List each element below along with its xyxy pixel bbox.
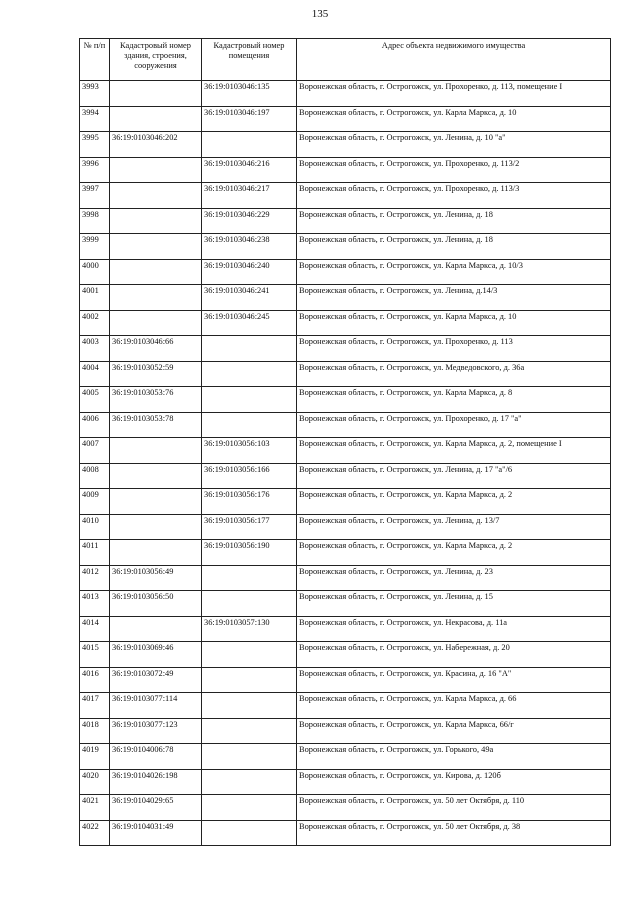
- premises-cadastral-number: [202, 412, 297, 438]
- premises-cadastral-number: [202, 769, 297, 795]
- row-number: 4017: [80, 693, 110, 719]
- building-cadastral-number: 36:19:0103046:66: [110, 336, 202, 362]
- premises-cadastral-number: [202, 744, 297, 770]
- building-cadastral-number: [110, 463, 202, 489]
- building-cadastral-number: [110, 106, 202, 132]
- building-cadastral-number: 36:19:0104006:78: [110, 744, 202, 770]
- premises-cadastral-number: 36:19:0103046:238: [202, 234, 297, 260]
- table-row: [80, 234, 611, 260]
- address: Воронежская область, г. Острогожск, ул. Ленина, д. 10 "а": [297, 132, 611, 158]
- row-number: 4018: [80, 718, 110, 744]
- premises-cadastral-number: [202, 336, 297, 362]
- row-number: 4007: [80, 438, 110, 464]
- table-row: [80, 565, 611, 591]
- premises-cadastral-number: 36:19:0103056:166: [202, 463, 297, 489]
- row-number: 4016: [80, 667, 110, 693]
- row-number: 3996: [80, 157, 110, 183]
- address: Воронежская область, г. Острогожск, ул. Прохоренко, д. 113/2: [297, 157, 611, 183]
- address: Воронежская область, г. Острогожск, ул. Прохоренко, д. 113, помещение I: [297, 81, 611, 107]
- table-row: [80, 336, 611, 362]
- building-cadastral-number: [110, 234, 202, 260]
- row-number: 4000: [80, 259, 110, 285]
- premises-cadastral-number: 36:19:0103046:229: [202, 208, 297, 234]
- table-row: [80, 106, 611, 132]
- building-cadastral-number: [110, 540, 202, 566]
- premises-cadastral-number: [202, 718, 297, 744]
- row-number: 4006: [80, 412, 110, 438]
- row-number: 4022: [80, 820, 110, 846]
- row-number: 4015: [80, 642, 110, 668]
- building-cadastral-number: [110, 285, 202, 311]
- building-cadastral-number: 36:19:0103069:46: [110, 642, 202, 668]
- premises-cadastral-number: 36:19:0103046:217: [202, 183, 297, 209]
- premises-cadastral-number: 36:19:0103056:103: [202, 438, 297, 464]
- table-row: [80, 820, 611, 846]
- premises-cadastral-number: 36:19:0103056:176: [202, 489, 297, 515]
- table-row: [80, 489, 611, 515]
- row-number: 4008: [80, 463, 110, 489]
- address: Воронежская область, г. Острогожск, ул. Карла Маркса, д. 66: [297, 693, 611, 719]
- premises-cadastral-number: [202, 820, 297, 846]
- row-number: 4005: [80, 387, 110, 413]
- address: Воронежская область, г. Острогожск, ул. Карла Маркса, д. 10/3: [297, 259, 611, 285]
- building-cadastral-number: 36:19:0103053:76: [110, 387, 202, 413]
- row-number: 4021: [80, 795, 110, 821]
- premises-cadastral-number: [202, 642, 297, 668]
- premises-cadastral-number: 36:19:0103046:245: [202, 310, 297, 336]
- premises-cadastral-number: [202, 132, 297, 158]
- table-row: [80, 310, 611, 336]
- building-cadastral-number: 36:19:0104029:65: [110, 795, 202, 821]
- row-number: 4011: [80, 540, 110, 566]
- building-cadastral-number: 36:19:0103056:49: [110, 565, 202, 591]
- building-cadastral-number: [110, 81, 202, 107]
- building-cadastral-number: 36:19:0103072:49: [110, 667, 202, 693]
- row-number: 3997: [80, 183, 110, 209]
- table-row: [80, 540, 611, 566]
- header-address: Адрес объекта недвижимого имущества: [297, 39, 611, 81]
- building-cadastral-number: [110, 208, 202, 234]
- page-number: 135: [311, 8, 329, 20]
- premises-cadastral-number: 36:19:0103046:135: [202, 81, 297, 107]
- table-row: [80, 718, 611, 744]
- row-number: 4010: [80, 514, 110, 540]
- premises-cadastral-number: 36:19:0103046:197: [202, 106, 297, 132]
- address: Воронежская область, г. Острогожск, ул. Карла Маркса, д. 2: [297, 540, 611, 566]
- table-row: [80, 361, 611, 387]
- address: Воронежская область, г. Острогожск, ул. Карла Маркса, д. 2: [297, 489, 611, 515]
- building-cadastral-number: 36:19:0103053:78: [110, 412, 202, 438]
- address: Воронежская область, г. Острогожск, ул. Медведовского, д. 36а: [297, 361, 611, 387]
- header-number: № п/п: [80, 39, 110, 81]
- address: Воронежская область, г. Острогожск, ул. Ленина, д. 18: [297, 234, 611, 260]
- address: Воронежская область, г. Острогожск, ул. Ленина, д. 17 "а"/6: [297, 463, 611, 489]
- address: Воронежская область, г. Острогожск, ул. Набережная, д. 20: [297, 642, 611, 668]
- address: Воронежская область, г. Острогожск, ул. Карла Маркса, д. 2, помещение I: [297, 438, 611, 464]
- premises-cadastral-number: 36:19:0103056:190: [202, 540, 297, 566]
- row-number: 3994: [80, 106, 110, 132]
- building-cadastral-number: 36:19:0104031:49: [110, 820, 202, 846]
- row-number: 4014: [80, 616, 110, 642]
- premises-cadastral-number: [202, 361, 297, 387]
- row-number: 3998: [80, 208, 110, 234]
- row-number: 4020: [80, 769, 110, 795]
- table-row: [80, 438, 611, 464]
- address: Воронежская область, г. Острогожск, ул. Горького, 49а: [297, 744, 611, 770]
- building-cadastral-number: 36:19:0103052:59: [110, 361, 202, 387]
- row-number: 4009: [80, 489, 110, 515]
- building-cadastral-number: [110, 489, 202, 515]
- address: Воронежская область, г. Острогожск, ул. Некрасова, д. 11а: [297, 616, 611, 642]
- building-cadastral-number: [110, 183, 202, 209]
- table-row: [80, 463, 611, 489]
- table-row: [80, 157, 611, 183]
- table-row: [80, 285, 611, 311]
- row-number: 4001: [80, 285, 110, 311]
- row-number: 3993: [80, 81, 110, 107]
- address: Воронежская область, г. Острогожск, ул. Карла Маркса, д. 8: [297, 387, 611, 413]
- premises-cadastral-number: [202, 795, 297, 821]
- table-row: [80, 132, 611, 158]
- address: Воронежская область, г. Острогожск, ул. Ленина, д. 18: [297, 208, 611, 234]
- row-number: 4004: [80, 361, 110, 387]
- premises-cadastral-number: [202, 591, 297, 617]
- table-row: [80, 642, 611, 668]
- address: Воронежская область, г. Острогожск, ул. Ленина, д. 15: [297, 591, 611, 617]
- row-number: 4012: [80, 565, 110, 591]
- row-number: 3995: [80, 132, 110, 158]
- premises-cadastral-number: 36:19:0103046:240: [202, 259, 297, 285]
- address: Воронежская область, г. Острогожск, ул. Прохоренко, д. 113/3: [297, 183, 611, 209]
- address: Воронежская область, г. Острогожск, ул. Прохоренко, д. 17 "а": [297, 412, 611, 438]
- building-cadastral-number: 36:19:0103056:50: [110, 591, 202, 617]
- premises-cadastral-number: 36:19:0103046:216: [202, 157, 297, 183]
- address: Воронежская область, г. Острогожск, ул. Карла Маркса, д. 10: [297, 106, 611, 132]
- premises-cadastral-number: [202, 693, 297, 719]
- address: Воронежская область, г. Острогожск, ул. Ленина, д. 13/7: [297, 514, 611, 540]
- table-row: [80, 514, 611, 540]
- header-premises-cadastral: Кадастровый номер помещения: [202, 39, 297, 81]
- premises-cadastral-number: 36:19:0103046:241: [202, 285, 297, 311]
- table-row: [80, 667, 611, 693]
- table-row: [80, 412, 611, 438]
- address: Воронежская область, г. Острогожск, ул. 50 лет Октября, д. 38: [297, 820, 611, 846]
- table-row: [80, 81, 611, 107]
- premises-cadastral-number: 36:19:0103057:130: [202, 616, 297, 642]
- building-cadastral-number: [110, 157, 202, 183]
- address: Воронежская область, г. Острогожск, ул. Ленина, д. 23: [297, 565, 611, 591]
- building-cadastral-number: 36:19:0103077:114: [110, 693, 202, 719]
- building-cadastral-number: 36:19:0104026:198: [110, 769, 202, 795]
- table-row: [80, 693, 611, 719]
- building-cadastral-number: [110, 514, 202, 540]
- table-row: [80, 591, 611, 617]
- table-row: [80, 744, 611, 770]
- address: Воронежская область, г. Острогожск, ул. Карла Маркса, д. 10: [297, 310, 611, 336]
- building-cadastral-number: [110, 438, 202, 464]
- address: Воронежская область, г. Острогожск, ул. Красина, д. 16 "А": [297, 667, 611, 693]
- address: Воронежская область, г. Острогожск, ул. Прохоренко, д. 113: [297, 336, 611, 362]
- table-row: [80, 387, 611, 413]
- address: Воронежская область, г. Острогожск, ул. Карла Маркса, 66/г: [297, 718, 611, 744]
- building-cadastral-number: 36:19:0103077:123: [110, 718, 202, 744]
- table-body: [80, 81, 611, 846]
- premises-cadastral-number: [202, 667, 297, 693]
- address: Воронежская область, г. Острогожск, ул. Ленина, д.14/3: [297, 285, 611, 311]
- row-number: 4013: [80, 591, 110, 617]
- building-cadastral-number: [110, 616, 202, 642]
- building-cadastral-number: 36:19:0103046:202: [110, 132, 202, 158]
- building-cadastral-number: [110, 310, 202, 336]
- table-row: [80, 795, 611, 821]
- address: Воронежская область, г. Острогожск, ул. 50 лет Октября, д. 110: [297, 795, 611, 821]
- registry-table: [79, 38, 611, 846]
- table-header-row: [80, 39, 611, 81]
- address: Воронежская область, г. Острогожск, ул. Кирова, д. 120б: [297, 769, 611, 795]
- header-building-cadastral: Кадастровый номер здания, строения, сооружения: [110, 39, 202, 81]
- premises-cadastral-number: [202, 565, 297, 591]
- premises-cadastral-number: [202, 387, 297, 413]
- table-row: [80, 183, 611, 209]
- row-number: 3999: [80, 234, 110, 260]
- table-row: [80, 259, 611, 285]
- table-row: [80, 769, 611, 795]
- row-number: 4019: [80, 744, 110, 770]
- premises-cadastral-number: 36:19:0103056:177: [202, 514, 297, 540]
- table-row: [80, 208, 611, 234]
- building-cadastral-number: [110, 259, 202, 285]
- table-row: [80, 616, 611, 642]
- row-number: 4002: [80, 310, 110, 336]
- row-number: 4003: [80, 336, 110, 362]
